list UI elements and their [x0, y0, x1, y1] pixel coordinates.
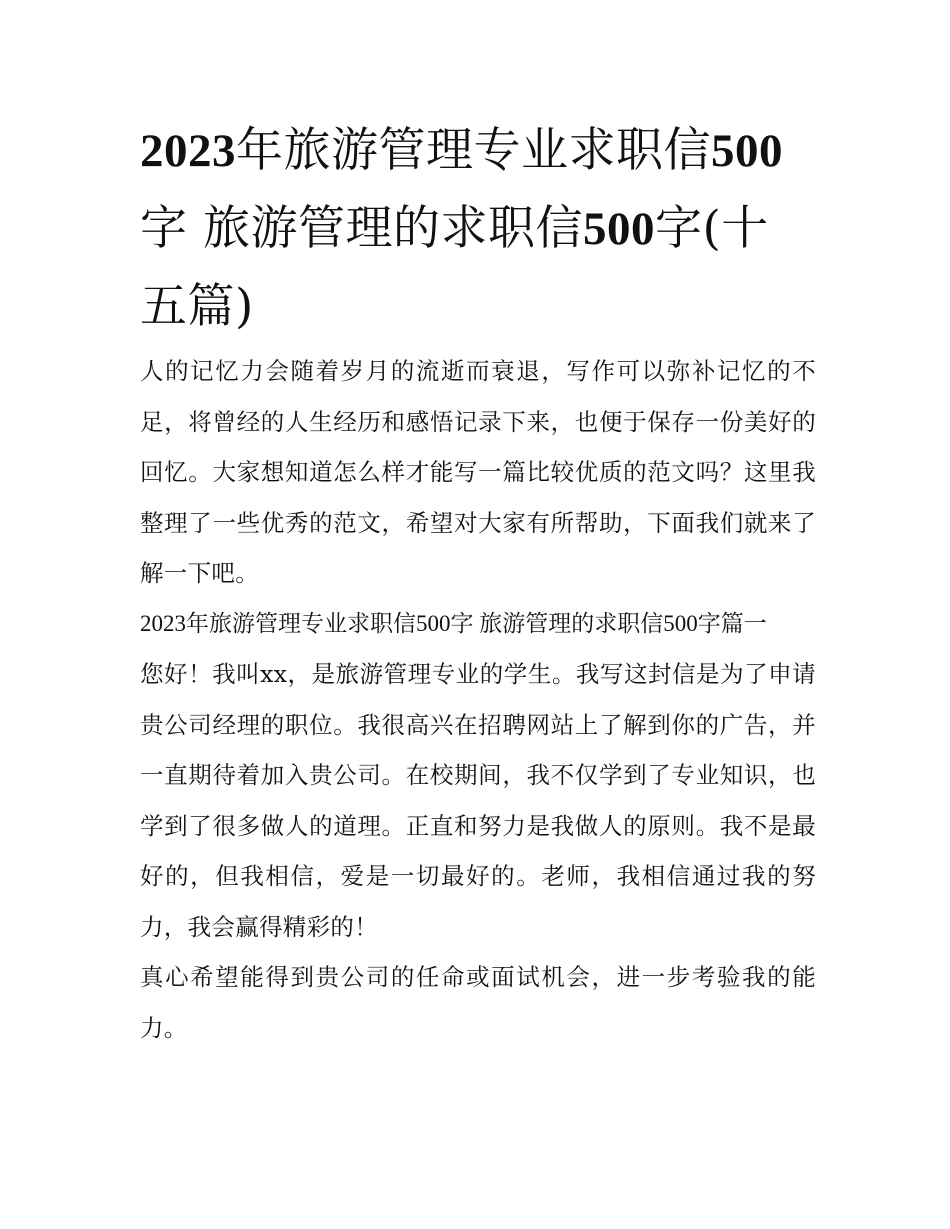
body-paragraph-2: 真心希望能得到贵公司的任命或面试机会，进一步考验我的能力。 — [140, 963, 816, 1042]
section-heading: 2023年旅游管理专业求职信500字 旅游管理的求职信500字篇一 — [140, 610, 767, 636]
document-title: 2023年旅游管理专业求职信500字 旅游管理的求职信500字(十五篇) — [140, 123, 783, 334]
intro-paragraph: 人的记忆力会随着岁月的流逝而衰退，写作可以弥补记忆的不足，将曾经的人生经历和感悟记录下来，也便于保存一份美好的回忆。大家想知道怎么样才能写一篇比较优质的范文吗？这里我整理了一些优秀的范文，希望对大家有所帮助，下面我们就来了解一下吧。 — [140, 357, 816, 587]
document-page — [140, 112, 816, 1053]
body-paragraph-1: 您好！我叫xx，是旅游管理专业的学生。我写这封信是为了申请贵公司经理的职位。我很高兴在招聘网站上了解到你的广告，并一直期待着加入贵公司。在校期间，我不仅学到了专业知识，也学到了很多做人的道理。正直和努力是我做人的原则。我不是最好的，但我相信，爱是一切最好的。老师，我相信通过我的努力，我会赢得精彩的！ — [140, 660, 816, 941]
